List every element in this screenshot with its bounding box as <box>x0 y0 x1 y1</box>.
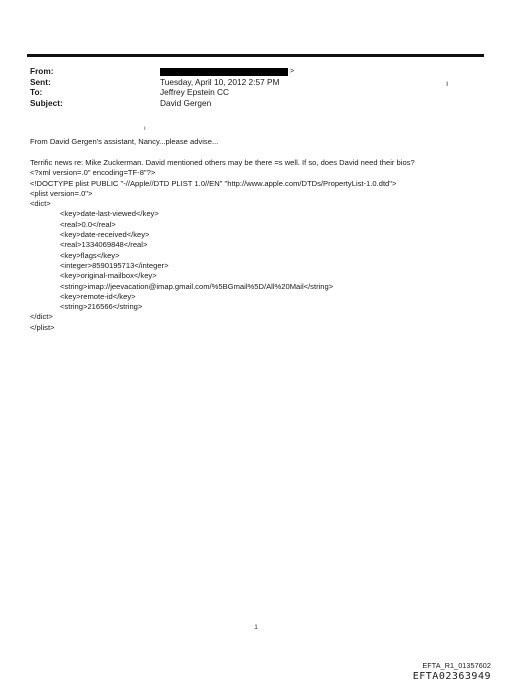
body-line: <!DOCTYPE plist PUBLIC "-//Apple//DTD PLIST 1.0//EN" "http://www.apple.com/DTDs/PropertyList-1.0.dtd"> <box>30 178 397 188</box>
subject-value: David Gergen <box>160 97 212 108</box>
to-value: Jeffrey Epstein CC <box>160 87 230 97</box>
dict-item: <integer>8590195713</integer> <box>60 260 169 270</box>
to-label: To: <box>30 87 43 97</box>
subject-label: Subject: <box>30 97 63 108</box>
body-line: </plist> <box>30 322 55 332</box>
message-body <box>30 158 415 333</box>
efta-reference-small: EFTA_R1_01357602 <box>422 661 491 670</box>
dict-item: <key>original-mailbox</key> <box>60 271 157 281</box>
body-line: <?xml version=.0" encoding=TF-8"?> <box>30 168 156 178</box>
email-header <box>30 66 294 108</box>
body-line: <dict> <box>30 199 51 209</box>
dict-item: <key>flags</key> <box>60 250 120 260</box>
body-line: <plist version=.0"> <box>30 188 93 198</box>
dict-item: <key>remote-id</key> <box>60 291 136 301</box>
redaction-bar <box>160 68 288 76</box>
dict-item: <real>0.0</real> <box>60 219 116 229</box>
header-rule <box>27 54 484 57</box>
dict-item: <string>imap://jeevacation@imap.gmail.com/%5BGmail%5D/All%20Mail</string> <box>60 281 334 291</box>
sent-row <box>30 77 294 88</box>
dict-item: <key>date-last-viewed</key> <box>60 209 159 219</box>
stray-mark: ı <box>446 79 449 88</box>
dict-item: <string>216566</string> <box>60 302 143 312</box>
sent-label: Sent: <box>30 76 51 87</box>
page-number: 1 <box>254 625 258 631</box>
dict-item: <key>date-received</key> <box>60 230 150 240</box>
efta-reference-large: EFTA02363949 <box>412 671 491 682</box>
from-label: From: <box>30 66 54 76</box>
redaction-arrow: > <box>290 67 295 75</box>
stray-mark: ı <box>144 126 146 132</box>
body-line: Terrific news re: Mike Zuckerman. David mentioned others may be there =s well. If so, does David need their bios? <box>30 158 415 167</box>
dict-item: <real>1334069848</real> <box>60 240 148 250</box>
to-row <box>30 87 294 98</box>
from-value <box>160 66 294 77</box>
from-row <box>30 66 294 77</box>
subject-row <box>30 98 294 109</box>
intro-line: From David Gergen's assistant, Nancy...please advise... <box>30 137 219 146</box>
sent-value: Tuesday, April 10, 2012 2:57 PM <box>160 76 280 87</box>
body-line: </dict> <box>30 312 53 322</box>
